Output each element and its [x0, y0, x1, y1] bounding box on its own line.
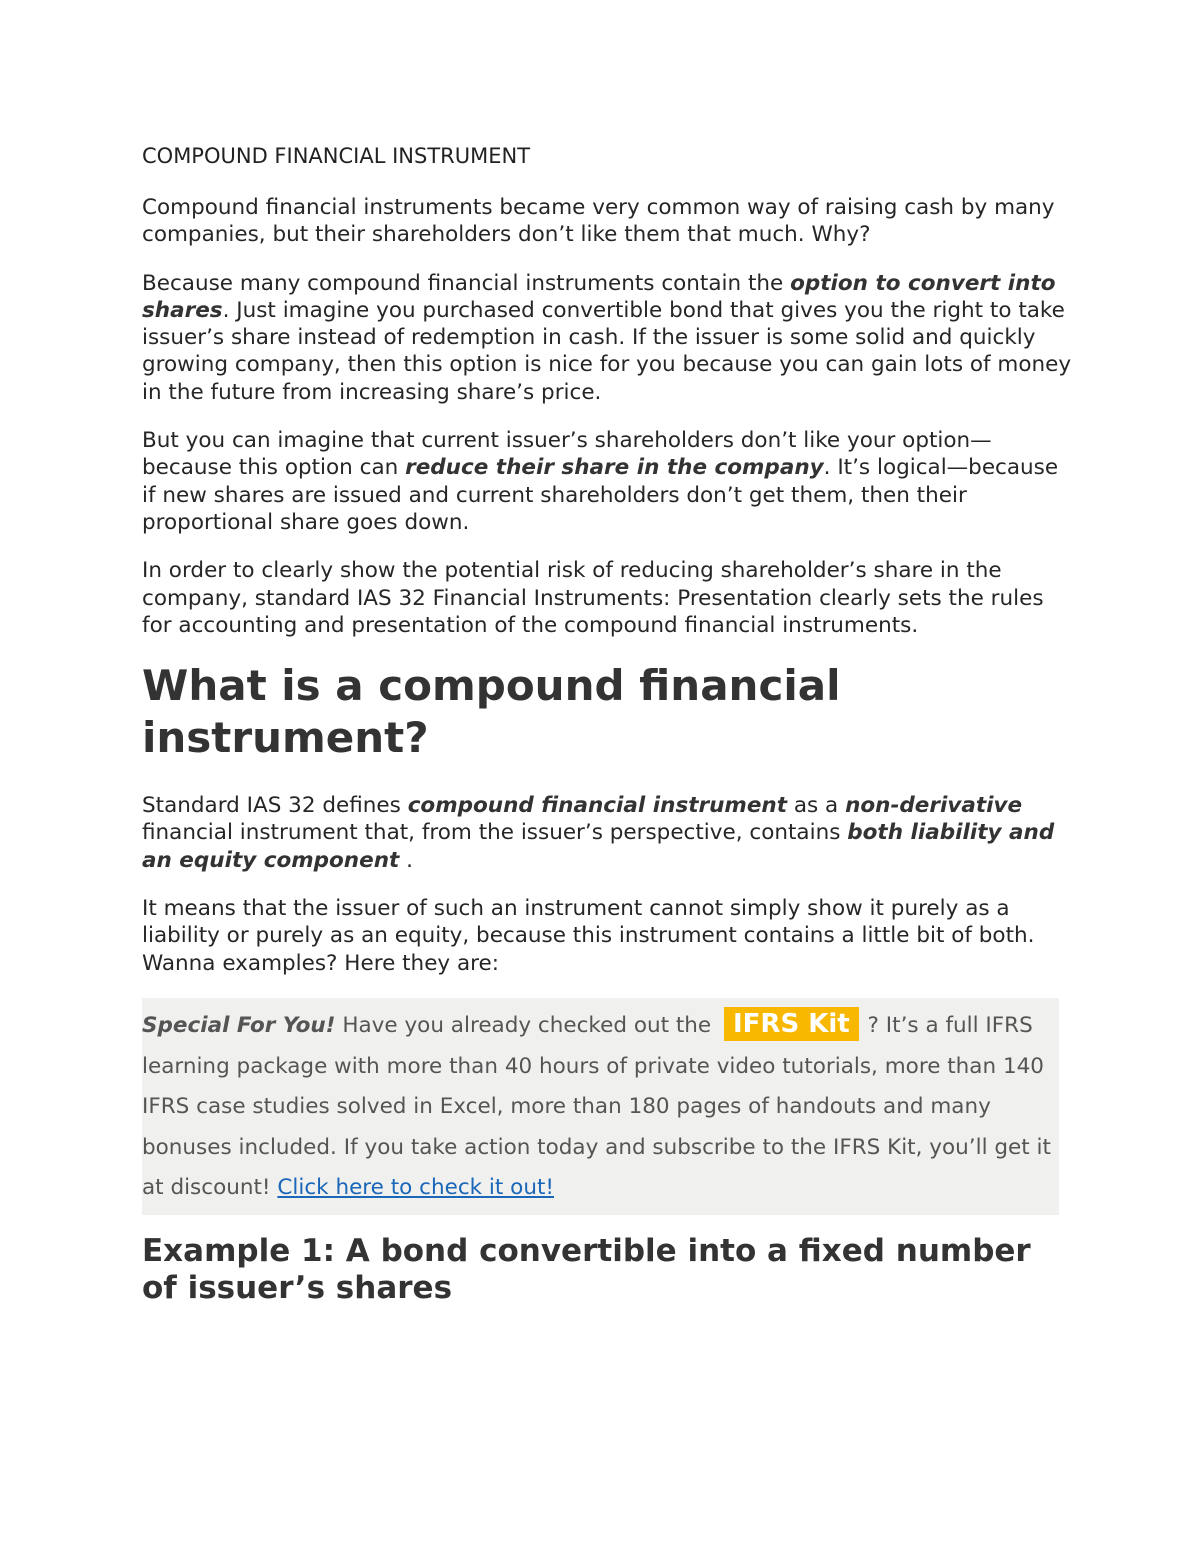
- intro-paragraph: Compound financial instruments became very common way of raising cash by many companies, but their shareholders don’t like them that much. Why?: [142, 195, 1055, 248]
- option-emphasis: option to convert into shares: [142, 270, 1056, 323]
- document-title: COMPOUND FINANCIAL INSTRUMENT: [142, 144, 531, 168]
- reduce-paragraph: [142, 427, 1072, 536]
- reduce-paragraph-text-2: . It’s logical—because if new shares are issued and current shareholders don’t get them, then their proportional share goes down.: [142, 455, 1059, 535]
- ifrs-kit-highlight: IFRS Kit: [724, 1007, 859, 1041]
- check-it-out-link[interactable]: Click here to check it out!: [277, 1175, 554, 1201]
- option-paragraph-text-1: Because many compound financial instruments contain the: [142, 270, 791, 296]
- option-paragraph-text-2: . Just imagine you purchased convertible bond that gives you the right to take issuer’s share instead of redemption in cash. If the issuer is some solid and quickly growing company, then this option is nice for you because you can gain lots of money in the future from increasing share’s price.: [142, 297, 1072, 405]
- definition-emphasis-2: non-derivative: [845, 793, 1023, 819]
- reduce-paragraph-text-1: But you can imagine that current issuer’s shareholders don’t like your option—because this option can: [142, 428, 992, 481]
- definition-paragraph: [142, 792, 1072, 874]
- document-page: [142, 143, 1072, 1307]
- means-paragraph: It means that the issuer of such an instrument cannot simply show it purely as a liability or purely as an equity, because this instrument contains a little bit of both. Wanna examples? Here they are:: [142, 896, 1035, 976]
- definition-text-3: financial instrument that, from the issuer’s perspective, contains: [142, 820, 848, 846]
- promo-lead: Special For You!: [142, 1012, 336, 1038]
- definition-text-2: as a: [787, 793, 846, 819]
- definition-text-1: Standard IAS 32 defines: [142, 793, 408, 819]
- reduce-emphasis: reduce their share in the company: [405, 455, 824, 481]
- promo-text-1: Have you already checked out the: [335, 1012, 718, 1038]
- option-paragraph: [142, 270, 1072, 406]
- ias-paragraph: In order to clearly show the potential risk of reducing shareholder’s share in the company, standard IAS 32 Financial Instruments: Presentation clearly sets the rules for accounting and presentation of the compound financial instruments.: [142, 558, 1044, 638]
- promo-text-2: ? It’s a full IFRS learning package with more than 40 hours of private video tutorials, more than 140 IFRS case studies solved in Excel, more than 180 pages of handouts and many bonuses included. If you take action today and subscribe to the IFRS Kit, you’ll get it at discount!: [142, 1012, 1051, 1201]
- definition-emphasis-3: both liability and an equity component: [142, 820, 1055, 873]
- definition-text-4: .: [399, 847, 413, 873]
- promo-box: [142, 998, 1059, 1215]
- example-1-heading: Example 1: A bond convertible into a fixed number of issuer’s shares: [142, 1232, 1031, 1306]
- main-heading: What is a compound financial instrument?: [142, 661, 841, 763]
- definition-emphasis-1: compound financial instrument: [407, 793, 788, 819]
- promo-text: [142, 1004, 1059, 1209]
